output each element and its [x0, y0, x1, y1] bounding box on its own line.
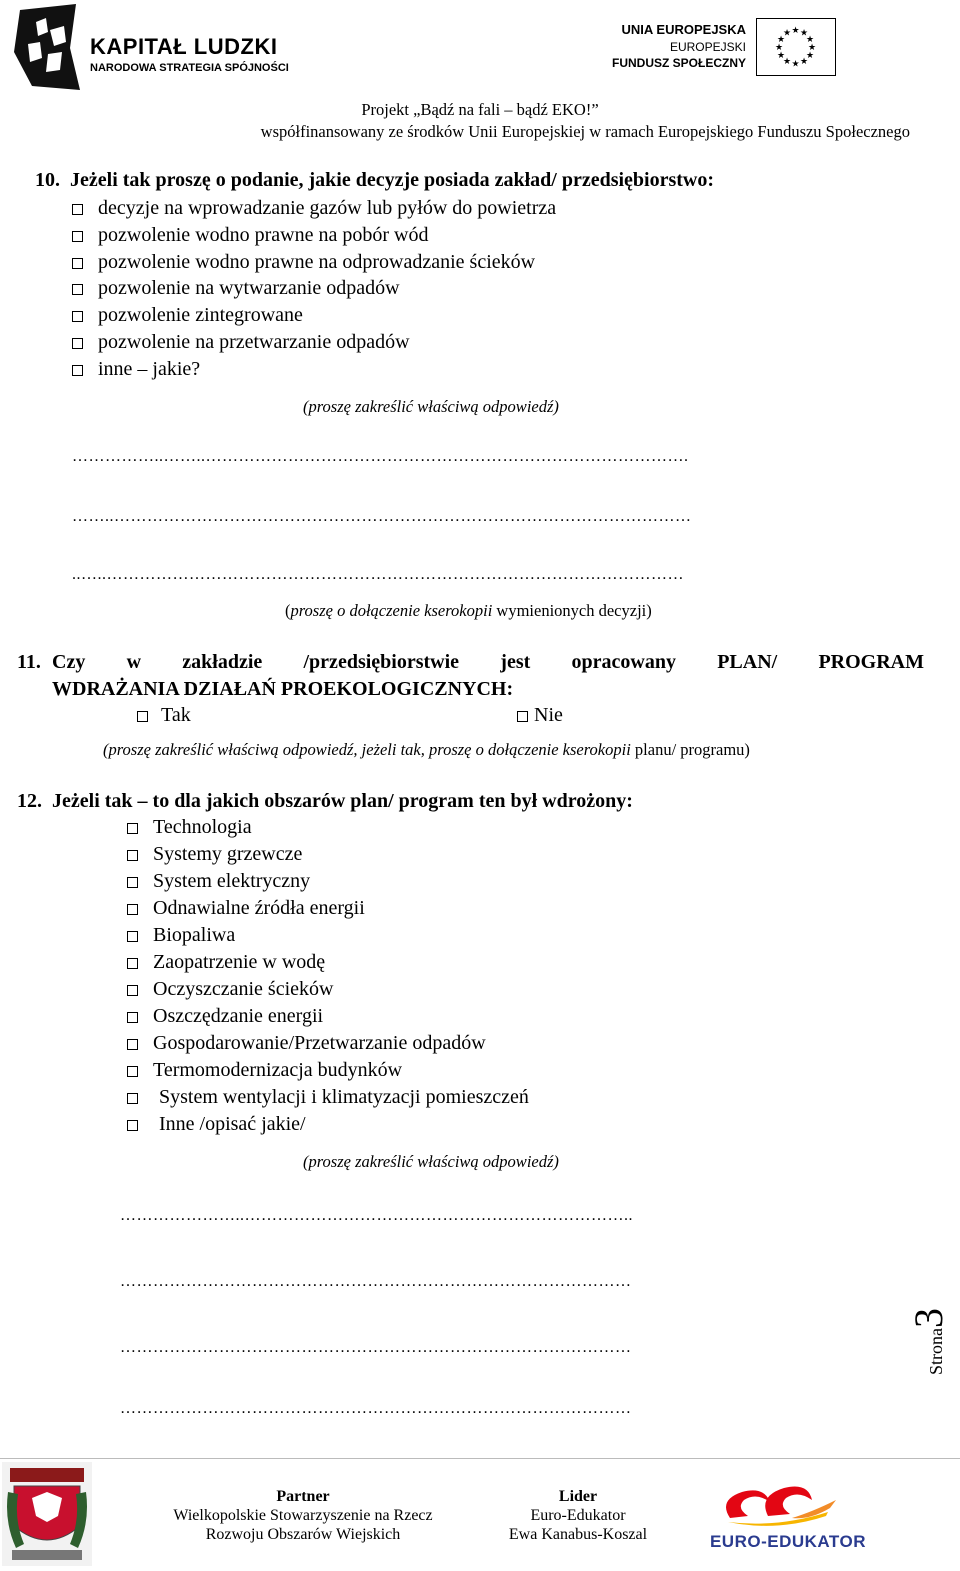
page-number-label: Strona: [926, 1328, 946, 1375]
checkbox[interactable]: [127, 931, 138, 942]
checkbox[interactable]: [127, 1012, 138, 1023]
ue-line2: EUROPEJSKI: [669, 40, 746, 54]
leader-block: [500, 1488, 656, 1544]
checkbox[interactable]: [72, 284, 83, 295]
ue-line3: FUNDUSZ SPOŁECZNY: [611, 56, 746, 70]
q10-hint: (proszę zakreślić właściwą odpowiedź): [303, 397, 559, 416]
kapital-ludzki-logo: [10, 2, 290, 92]
svg-text:★: ★: [799, 28, 809, 39]
q10-attachment-note: (proszę o dołączenie kserokopii wymienionych decyzji): [285, 601, 652, 620]
checkbox[interactable]: [127, 1093, 138, 1104]
leader-label: Lider: [558, 1488, 598, 1505]
checkbox[interactable]: [72, 204, 83, 215]
checkbox[interactable]: [72, 311, 83, 322]
checkbox[interactable]: [127, 1039, 138, 1050]
checkbox[interactable]: [72, 365, 83, 376]
checkbox[interactable]: [127, 958, 138, 969]
q11-title-line2: WDRAŻANIA DZIAŁAŃ PROEKOLOGICZNYCH:: [52, 678, 514, 700]
partner-line2: Rozwoju Obszarów Wiejskich: [205, 1526, 401, 1543]
svg-text:★: ★: [774, 43, 784, 53]
q10-number: 10.: [35, 169, 60, 191]
cofinancing-note: współfinansowany ze środków Unii Europejskiej w ramach Europejskiego Funduszu Społecznego: [260, 122, 910, 141]
q10-answer-line-2[interactable]: ……..……………………………………………………………………………………………: [72, 508, 692, 525]
svg-text:★: ★: [776, 51, 786, 61]
q12-title: Jeżeli tak – to dla jakich obszarów plan/ program ten był wdrożony:: [52, 790, 633, 812]
checkbox[interactable]: [127, 1120, 138, 1131]
crest-icon: [2, 1462, 92, 1566]
q12-answer-line-1[interactable]: …………………..……………………………………………………………..: [120, 1207, 633, 1224]
footer-divider: [0, 1458, 960, 1459]
checkbox[interactable]: [127, 823, 138, 834]
svg-text:★: ★: [776, 35, 786, 45]
q10-answer-line-3[interactable]: ..…..……………………………………………………………………………………………: [72, 566, 684, 583]
euro-edukator-text: EURO-EDUKATOR: [709, 1532, 867, 1551]
euro-edukator-swirl-icon: [708, 1478, 868, 1530]
q10-answer-line-1[interactable]: ……………..……..…………………………………………………………………………….: [72, 448, 689, 465]
svg-text:★: ★: [791, 26, 800, 36]
q11-title-line1: Czy w zakładzie /przedsiębiorstwie jest opracowany PLAN/ PROGRAM: [52, 651, 924, 673]
q12-number: 12.: [17, 790, 42, 812]
checkbox[interactable]: [127, 877, 138, 888]
partner-line1: Wielkopolskie Stowarzyszenie na Rzecz: [173, 1507, 433, 1524]
leader-line2: Ewa Kanabus-Koszal: [508, 1526, 648, 1543]
svg-text:★: ★: [805, 35, 815, 45]
checkbox[interactable]: [127, 1066, 138, 1077]
svg-text:★: ★: [782, 28, 792, 39]
wielkopolska-crest-logo: [2, 1462, 92, 1566]
svg-text:★: ★: [807, 43, 817, 53]
kapital-ludzki-emblem-icon: [10, 2, 86, 92]
ue-efs-logo: [610, 18, 840, 80]
checkbox[interactable]: [127, 904, 138, 915]
checkbox[interactable]: [72, 258, 83, 269]
q12-hint: (proszę zakreślić właściwą odpowiedź): [303, 1152, 559, 1171]
checkbox[interactable]: [127, 985, 138, 996]
kapital-ludzki-subtitle: NARODOWA STRATEGIA SPÓJNOŚCI: [90, 62, 289, 74]
eu-flag-icon: [756, 18, 836, 76]
ue-title: UNIA EUROPEJSKA: [621, 22, 746, 37]
q11-hint: (proszę zakreślić właściwą odpowiedź, jeżeli tak, proszę o dołączenie kserokopii planu/ programu): [103, 740, 750, 759]
leader-line1: Euro-Edukator: [530, 1507, 626, 1524]
checkbox[interactable]: [137, 711, 148, 722]
partner-block: [160, 1488, 446, 1544]
q12-answer-line-2[interactable]: …………………………………………………………………………………: [120, 1273, 632, 1290]
page-number: [905, 1308, 952, 1375]
checkbox[interactable]: [127, 850, 138, 861]
svg-text:★: ★: [782, 57, 792, 67]
page-number-value: 3: [906, 1308, 951, 1328]
svg-text:★: ★: [805, 51, 815, 61]
kapital-ludzki-title: KAPITAŁ LUDZKI: [90, 34, 278, 59]
euro-edukator-logo: [708, 1478, 868, 1558]
checkbox[interactable]: [72, 231, 83, 242]
partner-label: Partner: [276, 1488, 330, 1505]
checkbox[interactable]: [72, 338, 83, 349]
q11-number: 11.: [17, 651, 41, 673]
q10-title: Jeżeli tak proszę o podanie, jakie decyzje posiada zakład/ przedsiębiorstwo:: [70, 169, 715, 191]
checkbox[interactable]: [517, 711, 528, 722]
project-title: Projekt „Bądź na fali – bądź EKO!”: [361, 100, 599, 119]
q12-answer-line-3[interactable]: …………………………………………………………………………………: [120, 1339, 632, 1356]
svg-text:★: ★: [791, 59, 800, 70]
q12-answer-line-4[interactable]: …………………………………………………………………………………: [120, 1400, 632, 1417]
svg-text:★: ★: [799, 57, 809, 67]
